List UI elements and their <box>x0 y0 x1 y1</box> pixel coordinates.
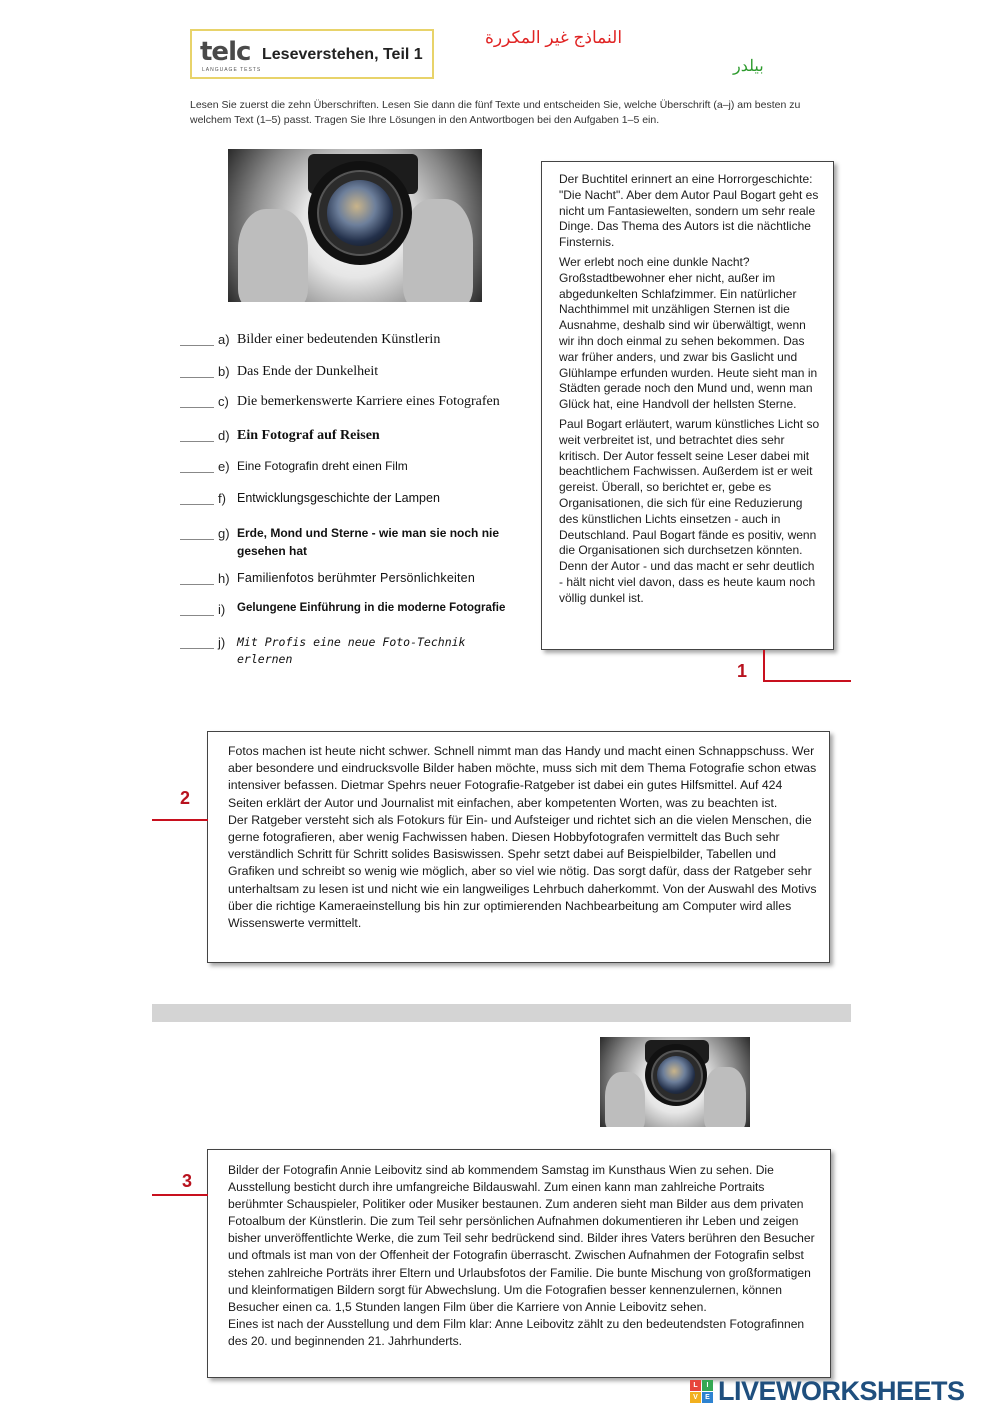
marker-line-3 <box>152 1194 208 1196</box>
heading-text: Das Ende der Dunkelheit <box>237 364 379 379</box>
heading-text: Mit Profis eine neue Foto-Technik <box>237 635 466 649</box>
text-box-3 <box>207 1149 831 1378</box>
liveworksheets-brand-text: LIVEWORKSHEETS <box>718 1376 965 1406</box>
heading-text-line2: gesehen hat <box>237 544 308 558</box>
text-1-paragraph-3: Paul Bogart erläutert, warum künstliches Licht so weit verbreitet ist, und betrachtet dies sehr kritisch. Der Autor fesselt seine Leser dabei mit beachtlichem Fachwissen. Außerdem ist er weit gereist. Überall, so berichtet er, gebe es Organisationen, die sich für eine Reduzierung des künstlichen Lichts einsetzen - auch in Deutschland. Paul Bogart fände es positiv, wenn die Organisationen sich durchsetzen könnten. Denn der Autor - und das macht er sehr deutlich - hält nicht viel davon, dass es heute kaum noch völlig dunkel ist. <box>559 416 820 605</box>
text-2-paragraph-2: Der Ratgeber versteht sich als Fotokurs für Ein- und Aufsteiger und richtet sich an die vielen Menschen, die gerne fotografieren, aber wenig Fachwissen haben. Diesen Hobbyfotografen vermittelt das Buch sehr verständlich Schritt für Schritt solides Basiswissen. Spehr setzt dabei auf Beispielbilder, Tabellen und Grafiken und schreibt so wenig wie möglich, aber so viel wie nötig. Das sorgt dafür, dass der Ratgeber sehr unterhaltsam zu lesen ist und nicht wie ein langweiliges Lehrbuch daherkommt. Von der Auswahl des Motivs über die richtige Kameraeinstellung bis hin zur optimierenden Nachbearbeitung am Computer wird alles Wissenswerte vermittelt. <box>228 812 817 931</box>
answer-blank[interactable] <box>180 377 214 378</box>
answer-blank[interactable] <box>180 584 214 585</box>
marker-line-1-vertical <box>763 650 765 682</box>
instructions-text: Lesen Sie zuerst die zehn Überschriften. Lesen Sie dann die fünf Texte und entscheiden Sie, welche Überschrift (a–j) am besten zu welchem Text (1–5) passt. Tragen Sie Ihre Lösungen in den Antwortbogen bei den Aufgaben 1–5 ein. <box>190 99 801 126</box>
heading-letter: h) <box>218 571 230 586</box>
telc-logo: telc <box>200 37 251 67</box>
heading-letter: c) <box>218 394 229 409</box>
telc-header-box <box>190 29 434 79</box>
marker-line-1-horizontal <box>763 680 851 682</box>
text-box-2 <box>207 731 830 963</box>
heading-text: Gelungene Einführung in die moderne Fotografie <box>237 602 506 614</box>
text-1-paragraph-1: Der Buchtitel erinnert an eine Horrorgeschichte: "Die Nacht". Aber dem Autor Paul Bogart geht es nicht um Fantasiewelten, sondern um sehr reale Dinge. Das Thema des Autors ist die nächtliche Finsternis. <box>559 172 819 250</box>
page-title: Leseverstehen, Teil 1 <box>262 46 423 63</box>
text-number-1: 1 <box>737 661 748 681</box>
liveworksheets-cube-icon: L I V E <box>690 1380 714 1404</box>
text-1-paragraph-2: Wer erlebt noch eine dunkle Nacht? Großstadtbewohner eher nicht, außer im abgedunkelten Schlafzimmer. Ein natürlicher Nachthimmel mit unzähligen Sternen ist die Ausnahme, deshalb sind wir überwältigt, wenn wir ihn doch einmal zu sehen bekommen. Das war früher anders, und zwar bis Gaslicht und Glühlampe erfunden wurden. Heute sieht man in Städten gerade noch den Mund und, wenn man Glück hat, eine Handvoll der hellsten Sterne. <box>559 254 818 412</box>
heading-text: Eine Fotografin dreht einen Film <box>237 459 408 473</box>
text-number-3: 3 <box>182 1171 193 1191</box>
heading-text: Erde, Mond und Sterne - wie man sie noch nie <box>237 526 500 540</box>
heading-letter: f) <box>218 491 226 506</box>
text-2-paragraph-1: Fotos machen ist heute nicht schwer. Schnell nimmt man das Handy und macht einen Schnappschuss. Wer aber besondere und eindrucksvolle Bilder haben möchte, muss sich mit dem Thema Fotografie schon etwas intensiver befassen. Dietmar Spehrs neuer Fotografie-Ratgeber ist dabei ein gutes Hilfsmittel. Auf 424 Seiten erklärt der Autor und Journalist mit einfachen, aber kompetenten Worten, was zu beachten ist. <box>228 744 817 810</box>
heading-letter: b) <box>218 364 230 379</box>
answer-blank[interactable] <box>180 539 214 540</box>
answer-blank[interactable] <box>180 441 214 442</box>
marker-line-2 <box>152 819 208 821</box>
arabic-note-green: بيلدر <box>733 58 764 75</box>
heading-letter: g) <box>218 526 230 541</box>
heading-text: Ein Fotograf auf Reisen <box>237 428 380 443</box>
text-number-2: 2 <box>180 788 191 808</box>
heading-letter: i) <box>218 602 226 617</box>
camera-photo-large <box>228 149 482 302</box>
text-box-1 <box>541 161 834 650</box>
heading-letter: a) <box>218 332 230 347</box>
text-3-paragraph-1: Bilder der Fotografin Annie Leibovitz sind ab kommendem Samstag im Kunsthaus Wien zu sehen. Die Ausstellung besticht durch ihre umfangreiche Bildauswahl. Zum einen kann man zahlreiche Portraits berühmter Schauspieler, Politiker oder Musiker bestaunen. Zum anderen sieht man Bilder aus dem privaten Fotoalbum der Künstlerin. Die zum Teil sehr persönlichen Aufnahmen dokumentieren ihr Leben und zeigen bisher unveröffentlichte Werke, die zum Teil sehr bedrückend sind. Bilder ihres Vaters berühren den Besucher und oftmals ist man von der Offenheit der Fotografin überrascht. Zwischen Aufnahmen der Fotografin selbst stehen zahlreiche Porträts ihrer Eltern und Urlaubsfotos der Familie. Die bunte Mischung von großformatigen und kleinformatigen Bildern sorgt für Abwechslung. Um die Fotografien besser kennenzulernen, können Besucher einen ca. 1,5 Stunden langen Film über die Karriere von Annie Leibovitz sehen. <box>228 1163 815 1314</box>
heading-letter: e) <box>218 459 230 474</box>
heading-letter: d) <box>218 428 230 443</box>
camera-photo-small <box>600 1037 750 1127</box>
answer-blank[interactable] <box>180 504 214 505</box>
heading-text: Familienfotos berühmter Persönlichkeiten <box>237 571 475 585</box>
answer-blank[interactable] <box>180 345 214 346</box>
answer-blank[interactable] <box>180 648 214 649</box>
separator-band <box>152 1004 851 1022</box>
heading-text: Die bemerkenswerte Karriere eines Fotografen <box>237 394 500 409</box>
answer-blank[interactable] <box>180 407 214 408</box>
heading-letter: j) <box>218 635 226 650</box>
heading-text: Entwicklungsgeschichte der Lampen <box>237 491 440 505</box>
text-3-paragraph-2: Eines ist nach der Ausstellung und dem Film klar: Anne Leibovitz zählt zu den bedeutendsten Fotografinnen des 20. und beginnenden 21. Jahrhunderts. <box>228 1316 805 1348</box>
heading-text-line2: erlernen <box>237 652 293 666</box>
answer-blank[interactable] <box>180 472 214 473</box>
answer-blank[interactable] <box>180 615 214 616</box>
arabic-note-red: النماذج غير المكررة <box>485 28 623 47</box>
heading-text: Bilder einer bedeutenden Künstlerin <box>237 332 441 347</box>
telc-logo-subtext: LANGUAGE TESTS <box>202 67 262 73</box>
